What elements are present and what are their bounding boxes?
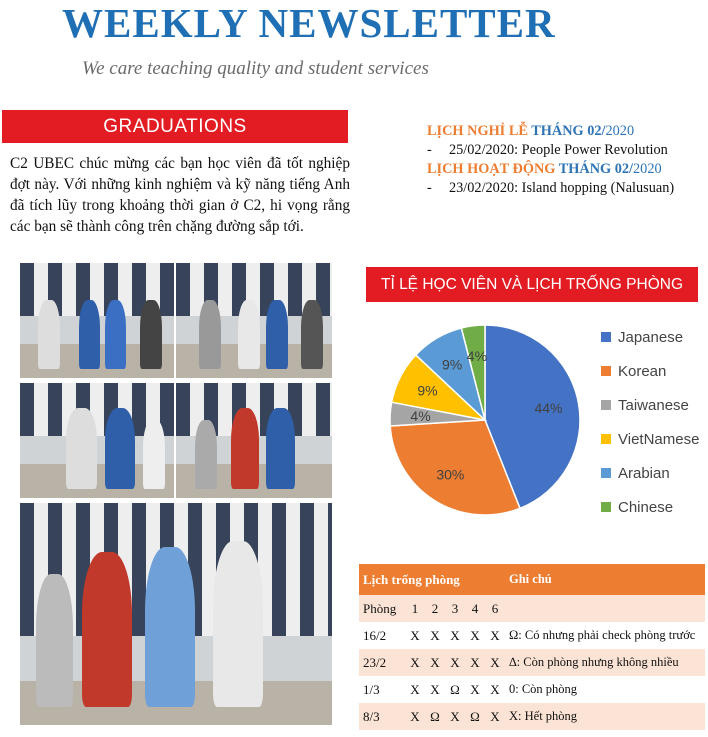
schedule-columns-row bbox=[359, 595, 705, 622]
schedule-note-empty bbox=[505, 595, 705, 622]
schedule-header-notes: Ghi chú bbox=[505, 564, 705, 595]
schedule-row bbox=[359, 676, 705, 703]
schedule-row bbox=[359, 703, 705, 730]
legend-label: Korean bbox=[618, 362, 667, 380]
activity-heading-year: 2020 bbox=[633, 161, 662, 177]
legend-label: Arabian bbox=[618, 464, 670, 482]
pie-chart-banner-label: TỈ LỆ HỌC VIÊN VÀ LỊCH TRỐNG PHÒNG bbox=[380, 275, 683, 293]
pie-label-japanese: 44% bbox=[534, 399, 563, 416]
schedule-date: 1/3 bbox=[359, 676, 405, 703]
activity-item bbox=[427, 179, 707, 198]
legend-item-arabian bbox=[601, 456, 699, 490]
holiday-schedule bbox=[427, 122, 707, 198]
schedule-date: 8/3 bbox=[359, 703, 405, 730]
legend-label: Chinese bbox=[618, 498, 674, 516]
activity-heading-month: THÁNG 02/ bbox=[558, 161, 634, 177]
schedule-date: 16/2 bbox=[359, 622, 405, 649]
activity-heading-main: LỊCH HOẠT ĐỘNG bbox=[427, 161, 559, 177]
graduation-photo-1 bbox=[20, 263, 174, 378]
graduations-text: C2 UBEC chúc mừng các bạn học viên đã tốt nghiệp đợt này. Với những kinh nghiệm và kỹ năng tiếng Anh đã tích lũy trong khoảng thời gian ở C2, hi vọng rằng các bạn sẽ thành công trên chặng đường sắp tới. bbox=[10, 155, 350, 235]
schedule-cell: X bbox=[485, 676, 505, 703]
schedule-cell: X bbox=[425, 649, 445, 676]
pie-label-korean: 30% bbox=[436, 466, 465, 483]
legend-label: Japanese bbox=[618, 328, 684, 346]
graduation-photo-2 bbox=[176, 263, 332, 378]
graduation-photo-4 bbox=[176, 383, 332, 498]
legend-label: VietNamese bbox=[618, 430, 700, 448]
legend-item-japanese bbox=[601, 320, 699, 354]
pie-label-arabian: 9% bbox=[441, 356, 463, 373]
graduation-photo-5 bbox=[20, 503, 332, 725]
legend-label: Taiwanese bbox=[618, 396, 689, 414]
schedule-cell: X bbox=[405, 649, 425, 676]
student-ratio-pie-chart bbox=[380, 315, 590, 525]
schedule-cell: X bbox=[425, 676, 445, 703]
holiday-heading-main: LỊCH NGHỈ LỄ bbox=[427, 123, 532, 139]
schedule-cell: X bbox=[485, 622, 505, 649]
room-schedule-table bbox=[359, 564, 705, 730]
schedule-cell: X bbox=[485, 703, 505, 730]
activity-item-dash: - bbox=[427, 180, 432, 196]
pie-label-taiwanese: 4% bbox=[410, 407, 431, 424]
schedule-cell: X bbox=[445, 649, 465, 676]
schedule-col-4: 4 bbox=[465, 595, 485, 622]
legend-swatch bbox=[601, 434, 611, 444]
schedule-note: 0: Còn phòng bbox=[505, 676, 705, 703]
schedule-note: Ω: Có nhưng phải check phòng trước bbox=[505, 622, 705, 649]
schedule-row bbox=[359, 622, 705, 649]
holiday-heading-year: 2020 bbox=[605, 123, 635, 139]
pie-label-chinese: 4% bbox=[466, 347, 488, 364]
pie-chart-banner bbox=[366, 267, 698, 302]
schedule-cell: X bbox=[445, 703, 465, 730]
holiday-heading-month: THÁNG 02/ bbox=[531, 123, 606, 139]
schedule-cell: X bbox=[465, 676, 485, 703]
schedule-cell: Ω bbox=[465, 703, 485, 730]
graduations-banner bbox=[2, 110, 348, 143]
schedule-cell: X bbox=[465, 622, 485, 649]
schedule-col-6: 6 bbox=[485, 595, 505, 622]
schedule-col-3: 3 bbox=[445, 595, 465, 622]
schedule-note: X: Hết phòng bbox=[505, 703, 705, 730]
schedule-cell: X bbox=[445, 622, 465, 649]
schedule-cell: X bbox=[405, 676, 425, 703]
holiday-item-text: 25/02/2020: People Power Revolution bbox=[449, 142, 668, 158]
legend-swatch bbox=[601, 400, 611, 410]
activity-item-text: 23/02/2020: Island hopping (Nalusuan) bbox=[449, 180, 675, 196]
schedule-date: 23/2 bbox=[359, 649, 405, 676]
schedule-header-left: Lịch trống phòng bbox=[359, 564, 505, 595]
schedule-header-row bbox=[359, 564, 705, 595]
newsletter-title: WEEKLY NEWSLETTER bbox=[62, 0, 556, 46]
schedule-cell: X bbox=[405, 622, 425, 649]
graduations-banner-label: GRADUATIONS bbox=[103, 115, 247, 137]
schedule-col-room: Phòng bbox=[359, 595, 405, 622]
holiday-item-dash: - bbox=[427, 142, 432, 158]
legend-item-vietnamese bbox=[601, 422, 699, 456]
pie-label-vietnamese: 9% bbox=[417, 382, 438, 399]
schedule-cell: X bbox=[485, 649, 505, 676]
schedule-note: ∆: Còn phòng nhưng không nhiều bbox=[505, 649, 705, 676]
legend-swatch bbox=[601, 468, 611, 478]
legend-item-korean bbox=[601, 354, 699, 388]
pie-chart-legend bbox=[601, 320, 699, 524]
schedule-cell: Ω bbox=[445, 676, 465, 703]
activity-heading bbox=[427, 160, 707, 179]
schedule-col-1: 1 bbox=[405, 595, 425, 622]
holiday-heading bbox=[427, 122, 707, 141]
schedule-col-2: 2 bbox=[425, 595, 445, 622]
legend-swatch bbox=[601, 502, 611, 512]
schedule-cell: X bbox=[405, 703, 425, 730]
holiday-item bbox=[427, 141, 707, 160]
legend-swatch bbox=[601, 366, 611, 376]
schedule-cell: X bbox=[425, 622, 445, 649]
graduation-photo-3 bbox=[20, 383, 174, 498]
schedule-cell: X bbox=[465, 649, 485, 676]
legend-item-taiwanese bbox=[601, 388, 699, 422]
legend-swatch bbox=[601, 332, 611, 342]
schedule-cell: Ω bbox=[425, 703, 445, 730]
schedule-row bbox=[359, 649, 705, 676]
legend-item-chinese bbox=[601, 490, 699, 524]
newsletter-subtitle: We care teaching quality and student services bbox=[82, 58, 429, 79]
